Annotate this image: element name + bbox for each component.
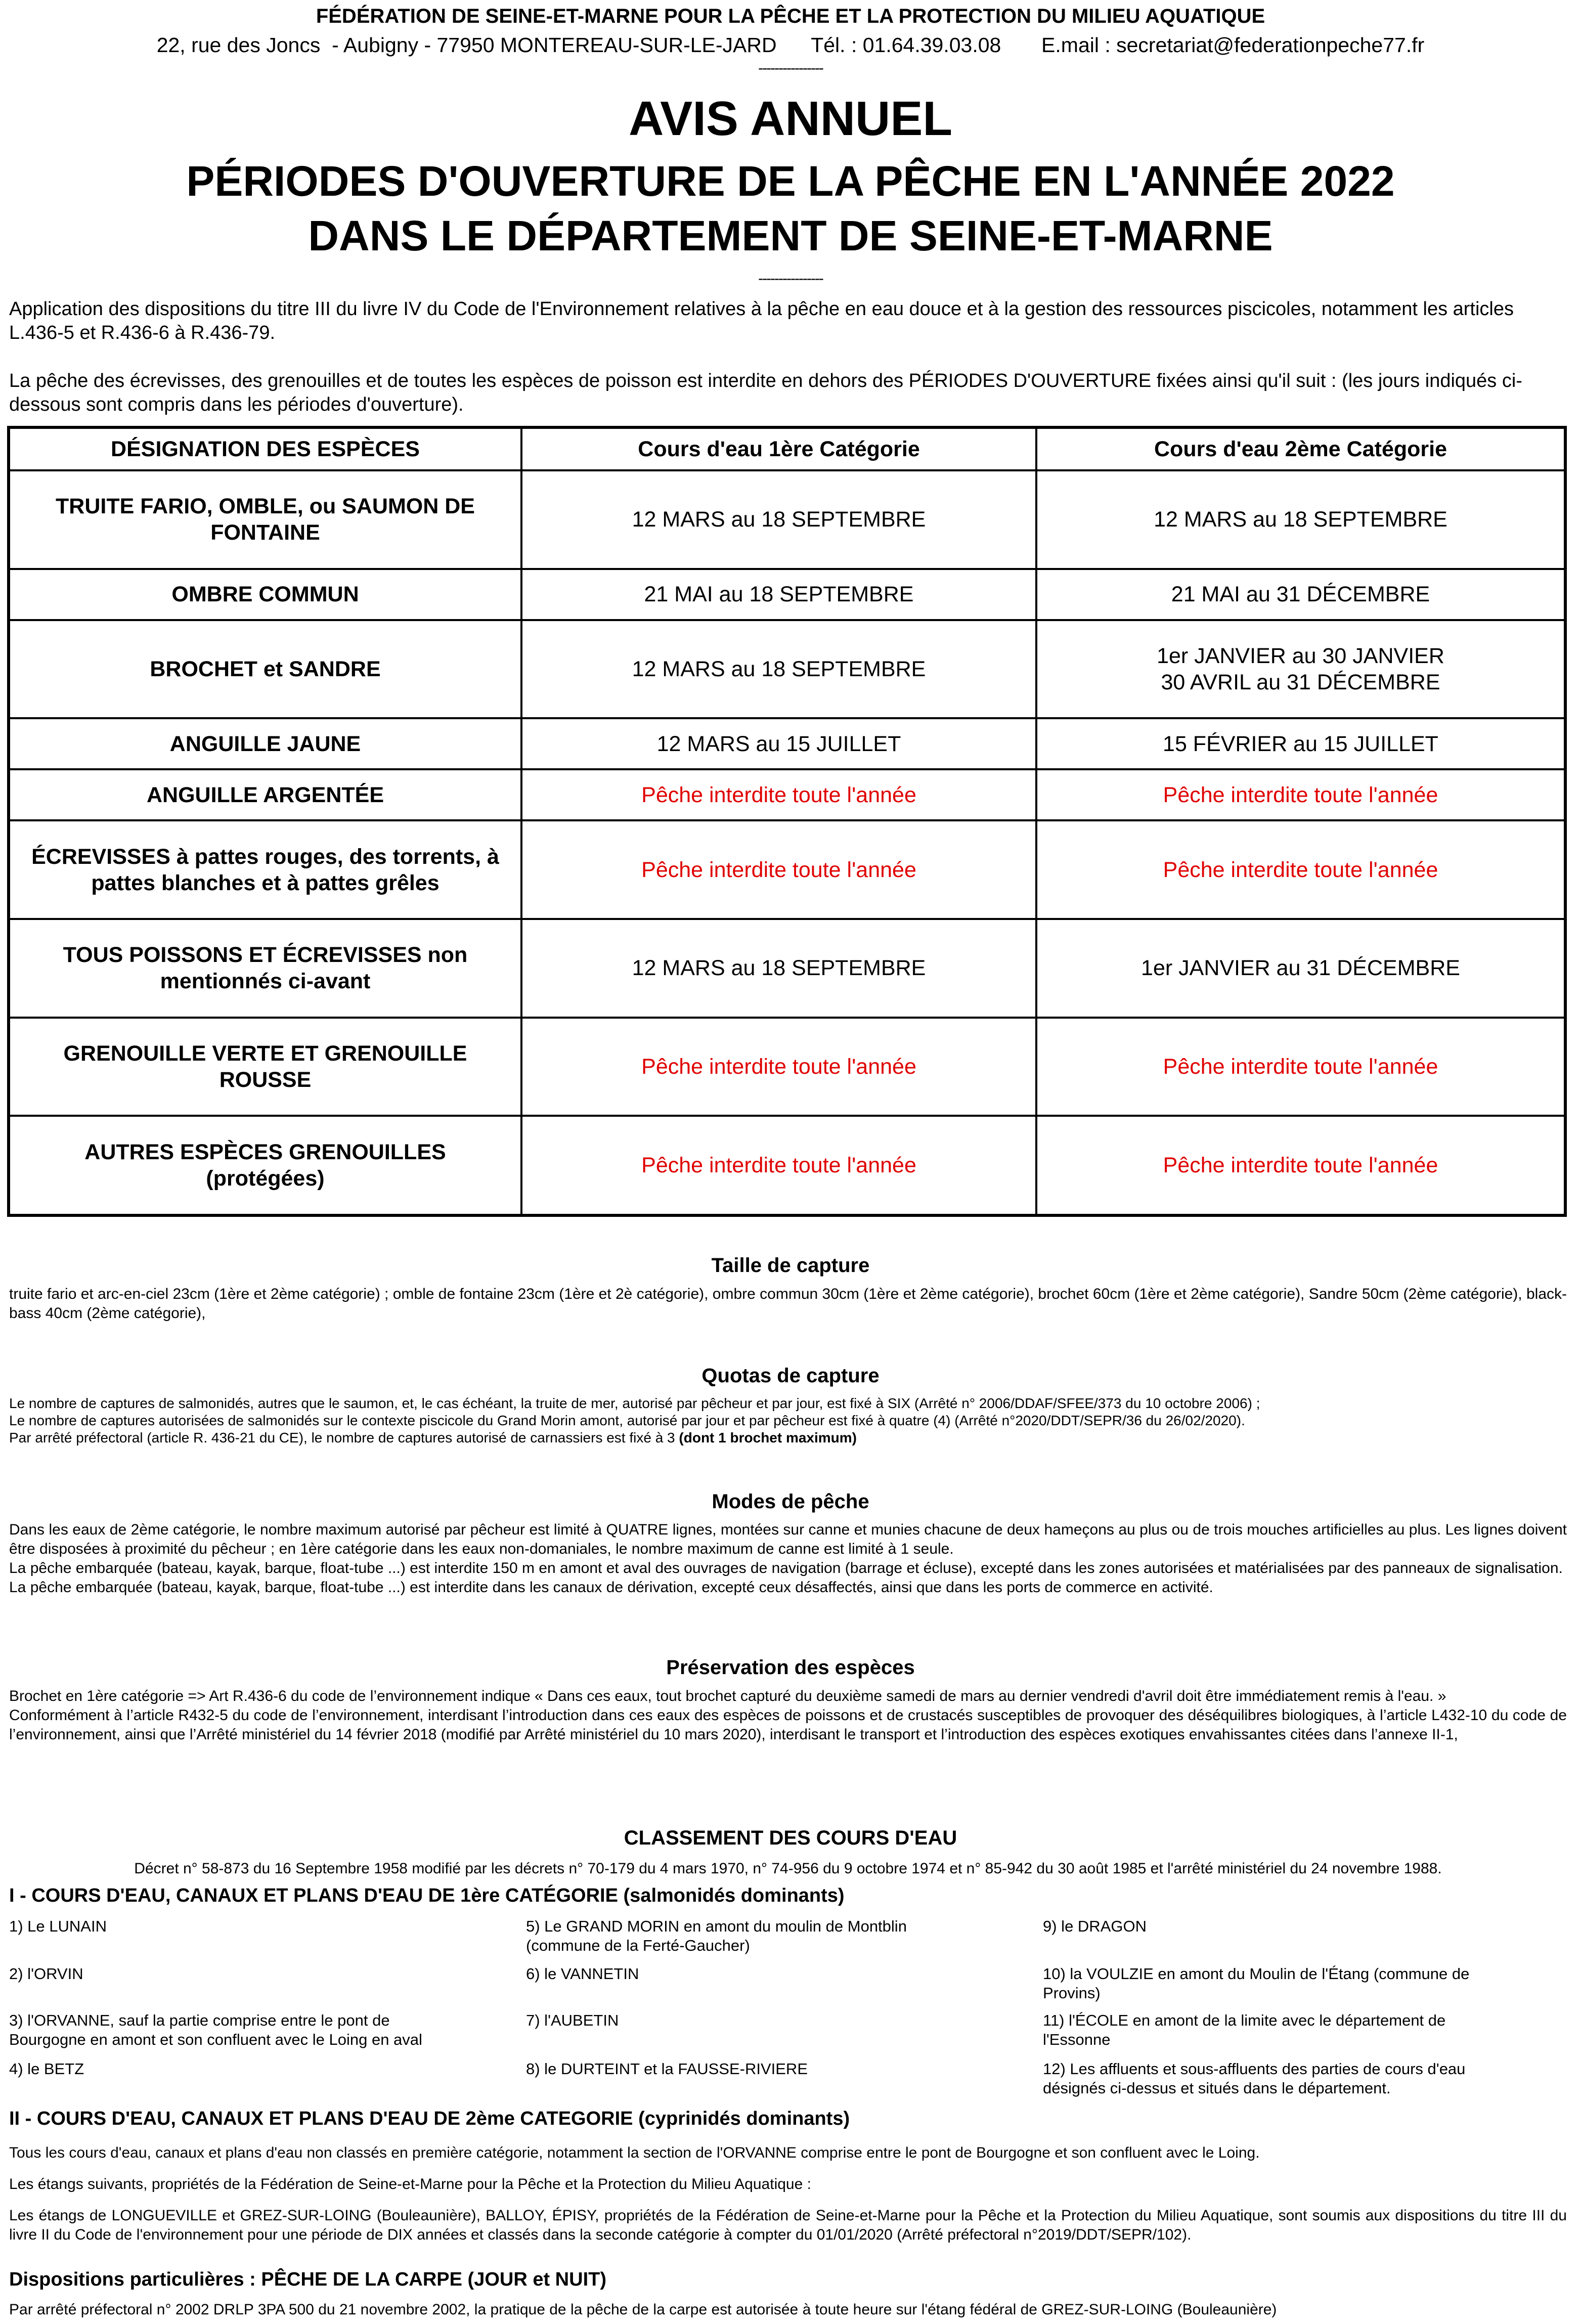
carpe-text: Par arrêté préfectoral n° 2002 DRLP 3PA 500 du 21 novembre 2002, la pratique de la pêche de la carpe est autorisée à toute heure sur l'étang fédéral de GREZ-SUR-LOING (Bouleaunière) [9, 2301, 1277, 2318]
modes-text [9, 1520, 1567, 1597]
list-item: 4) le BETZ [9, 2060, 84, 2078]
table-row [9, 620, 1565, 719]
cat2-paragraph-1: Tous les cours d'eau, canaux et plans d'eau non classés en première catégorie, notamment la section de l'ORVANNE comprise entre le pont de Bourgogne et son confluent avec le Loing. [9, 2144, 1260, 2161]
modes-paragraph-3: La pêche embarquée (bateau, kayak, barque, float-tube ...) est interdite dans les canaux de dérivation, excepté ceux désaffectés, ainsi que dans les ports de commerce en activité. [9, 1579, 1213, 1596]
species-cell: TRUITE FARIO, OMBLE, ou SAUMON DE FONTAINE [9, 470, 521, 569]
title-line-1: AVIS ANNUEL [628, 92, 953, 146]
species-cell: OMBRE COMMUN [9, 569, 521, 620]
modes-title: Modes de pêche [712, 1490, 869, 1513]
title-line-3: DANS LE DÉPARTEMENT DE SEINE-ET-MARNE [308, 212, 1273, 259]
cat1-period-cell: Pêche interdite toute l'année [521, 769, 1036, 820]
classement-decree: Décret n° 58-873 du 16 Septembre 1958 modifié par les décrets n° 70-179 du 4 mars 1970, n° 74-956 du 9 octobre 1974 et n° 85-942 du 30 août 1985 et l'arrêté ministériel du 24 novembre 1988. [134, 1860, 1442, 1877]
cat2-period-cell: Pêche interdite toute l'année [1036, 1116, 1565, 1215]
table-row [9, 1116, 1565, 1215]
table-row [9, 1018, 1565, 1116]
cat1-period-cell: 21 MAI au 18 SEPTEMBRE [521, 569, 1036, 620]
cat2-period-cell: Pêche interdite toute l'année [1036, 769, 1565, 820]
cat2-period-cell: Pêche interdite toute l'année [1036, 1018, 1565, 1116]
classement-title: CLASSEMENT DES COURS D'EAU [624, 1827, 957, 1849]
preservation-title: Préservation des espèces [666, 1656, 915, 1679]
cat2-period-cell: Pêche interdite toute l'année [1036, 820, 1565, 919]
separator: ---------------- [758, 270, 823, 287]
intro-paragraph-2: La pêche des écrevisses, des grenouilles et de toutes les espèces de poisson est interdite en dehors des PÉRIODES D'OUVERTURE fixées ainsi qu'il suit : (les jours indiqués ci-dessous sont compris dans les périodes d'ouverture). [9, 370, 1522, 415]
separator: ---------------- [758, 60, 823, 76]
taille-text: truite fario et arc-en-ciel 23cm (1ère et 2ème catégorie) ; omble de fontaine 23cm (1ère et 2è catégorie), ombre commun 30cm (1ère et 2ème catégorie), brochet 60cm (1ère et 2ème catégorie), Sandre 50cm (2ème catégorie), black-bass 40cm (2ème catégorie), [9, 1286, 1567, 1322]
preservation-paragraph-1: Brochet en 1ère catégorie => Art R.436-6 du code de l’environnement indique « Dans ces eaux, tout brochet capturé du deuxième samedi de mars au dernier vendredi d'avril doit être immédiatement remis à l'eau. » [9, 1688, 1446, 1704]
table-row [9, 820, 1565, 919]
table-row [9, 470, 1565, 569]
quotas-line-1: Le nombre de captures de salmonidés, autres que le saumon, et, le cas échéant, la truite de mer, autorisé par pêcheur et par jour, est fixé à SIX (Arrêté n° 2006/DDAF/SFEE/373 du 10 octobre 2006) ; [9, 1395, 1260, 1411]
modes-paragraph-1: Dans les eaux de 2ème catégorie, le nombre maximum autorisé par pêcheur est limité à QUATRE lignes, montées sur canne et munies chacune de deux hameçons au plus ou de trois mouches artificielles au plus. Les lignes doivent être disposées à proximité du pêcheur ; en 1ère catégorie dans les eaux non-domaniales, le nombre maximum de canne est limité à 1 seule. [9, 1521, 1567, 1557]
table-row [9, 919, 1565, 1018]
preservation-text [9, 1687, 1567, 1744]
cat2-period-cell: 21 MAI au 31 DÉCEMBRE [1036, 569, 1565, 620]
carpe-heading: Dispositions particulières : PÊCHE DE LA CARPE (JOUR et NUIT) [9, 2269, 606, 2290]
cat1-heading: I - COURS D'EAU, CANAUX ET PLANS D'EAU DE 1ère CATÉGORIE (salmonidés dominants) [9, 1885, 845, 1906]
species-cell: BROCHET et SANDRE [9, 620, 521, 719]
quotas-line-3-bold: (dont 1 brochet maximum) [679, 1430, 857, 1445]
cat1-period-cell: 12 MARS au 15 JUILLET [521, 718, 1036, 769]
table-header-row [9, 427, 1565, 470]
taille-title: Taille de capture [711, 1254, 870, 1277]
quotas-title: Quotas de capture [701, 1365, 880, 1387]
federation-name: FÉDÉRATION DE SEINE-ET-MARNE POUR LA PÊCHE ET LA PROTECTION DU MILIEU AQUATIQUE [316, 5, 1265, 27]
cat2-period-cell: 1er JANVIER au 30 JANVIER 30 AVRIL au 31 DÉCEMBRE [1036, 620, 1565, 719]
species-cell: TOUS POISSONS ET ÉCREVISSES non mentionnés ci-avant [9, 919, 521, 1018]
column-header-cat1: Cours d'eau 1ère Catégorie [521, 427, 1036, 470]
species-cell: ANGUILLE JAUNE [9, 718, 521, 769]
quotas-text [9, 1395, 1567, 1446]
species-cell: GRENOUILLE VERTE ET GRENOUILLE ROUSSE [9, 1018, 521, 1116]
species-cell: ANGUILLE ARGENTÉE [9, 769, 521, 820]
list-item: 6) le VANNETIN [526, 1965, 639, 1983]
column-header-cat2: Cours d'eau 2ème Catégorie [1036, 427, 1565, 470]
column-header-species: DÉSIGNATION DES ESPÈCES [9, 427, 521, 470]
cat2-period-cell: 1er JANVIER au 31 DÉCEMBRE [1036, 919, 1565, 1018]
list-item: 11) l'ÉCOLE en amont de la limite avec le département de l'Essonne [1043, 2011, 1446, 2048]
cat1-period-cell: Pêche interdite toute l'année [521, 1116, 1036, 1215]
list-item: 5) Le GRAND MORIN en amont du moulin de Montblin (commune de la Ferté-Gaucher) [526, 1917, 907, 1954]
species-cell: AUTRES ESPÈCES GRENOUILLES (protégées) [9, 1116, 521, 1215]
list-item: 2) l'ORVIN [9, 1965, 83, 1983]
list-item: 9) le DRAGON [1043, 1917, 1147, 1935]
preservation-paragraph-2: Conformément à l’article R432-5 du code de l’environnement, interdisant l’introduction dans ces eaux des espèces de poissons et de crustacés susceptibles de provoquer des déséquilibres biologiques, à l’article L432-10 du code de l’environnement, ainsi que l’Arrêté ministériel du 14 février 2018 (modifié par Arrêté ministériel du 10 mars 2020), interdisant le transport et l’introduction des espèces exotiques envahissantes citées dans l’annexe II-1, [9, 1707, 1567, 1743]
species-cell: ÉCREVISSES à pattes rouges, des torrents, à pattes blanches et à pattes grêles [9, 820, 521, 919]
cat2-paragraph-3: Les étangs de LONGUEVILLE et GREZ-SUR-LOING (Bouleaunière), BALLOY, ÉPISY, propriétés de la Fédération de Seine-et-Marne pour la Pêche et la Protection du Milieu Aquatique, sont soumis aux dispositions du titre III du livre II du Code de l'environnement pour une période de DIX années et classés dans la seconde catégorie à compter du 01/01/2020 (Arrêté préfectoral n°2019/DDT/SEPR/102). [9, 2207, 1567, 2243]
cat1-period-cell: Pêche interdite toute l'année [521, 820, 1036, 919]
quotas-line-3 [9, 1429, 1567, 1446]
table-row [9, 769, 1565, 820]
modes-paragraph-2: La pêche embarquée (bateau, kayak, barque, float-tube ...) est interdite 150 m en amont et aval des ouvrages de navigation (barrage et écluse), excepté dans les zones autorisées et matérialisées par des panneaux de signalisation. [9, 1560, 1563, 1576]
cat1-list [9, 1917, 1567, 2109]
table-row [9, 718, 1565, 769]
opening-periods-table [7, 426, 1567, 1217]
intro-paragraph-1: Application des dispositions du titre III du livre IV du Code de l'Environnement relatives à la pêche en eau douce et à la gestion des ressources piscicoles, notamment les articles L.436-5 et R.436-6 à R.436-79. [9, 298, 1514, 343]
cat2-period-cell: 15 FÉVRIER au 15 JUILLET [1036, 718, 1565, 769]
title-line-2: PÉRIODES D'OUVERTURE DE LA PÊCHE EN L'ANNÉE 2022 [186, 157, 1395, 205]
cat2-heading: II - COURS D'EAU, CANAUX ET PLANS D'EAU DE 2ème CATEGORIE (cyprinidés dominants) [9, 2108, 850, 2129]
cat2-period-cell: 12 MARS au 18 SEPTEMBRE [1036, 470, 1565, 569]
cat1-period-cell: 12 MARS au 18 SEPTEMBRE [521, 620, 1036, 719]
list-item: 3) l'ORVANNE, sauf la partie comprise entre le pont de Bourgogne en amont et son confluent avec le Loing en aval [9, 2011, 422, 2048]
cat2-paragraph-2: Les étangs suivants, propriétés de la Fédération de Seine-et-Marne pour la Pêche et la Protection du Milieu Aquatique : [9, 2176, 811, 2193]
list-item: 7) l'AUBETIN [526, 2011, 619, 2029]
quotas-line-3-text: Par arrêté préfectoral (article R. 436-21 du CE), le nombre de captures autorisé de carnassiers est fixé à 3 [9, 1430, 679, 1445]
cat1-period-cell: 12 MARS au 18 SEPTEMBRE [521, 919, 1036, 1018]
federation-address: 22, rue des Joncs - Aubigny - 77950 MONTEREAU-SUR-LE-JARD Tél. : 01.64.39.03.08 E.mail : secretariat@federationpeche77.fr [156, 33, 1425, 57]
list-item: 10) la VOULZIE en amont du Moulin de l'Étang (commune de Provins) [1043, 1965, 1470, 2002]
table-row [9, 569, 1565, 620]
list-item: 8) le DURTEINT et la FAUSSE-RIVIERE [526, 2060, 808, 2078]
list-item: 12) Les affluents et sous-affluents des parties de cours d'eau désignés ci-dessus et situés dans le département. [1043, 2060, 1466, 2097]
cat1-period-cell: 12 MARS au 18 SEPTEMBRE [521, 470, 1036, 569]
cat1-period-cell: Pêche interdite toute l'année [521, 1018, 1036, 1116]
quotas-line-2: Le nombre de captures autorisées de salmonidés sur le contexte piscicole du Grand Morin amont, autorisé par jour et par pêcheur est fixé à quatre (4) (Arrêté n°2020/DDT/SEPR/36 du 26/02/2020). [9, 1413, 1245, 1428]
list-item: 1) Le LUNAIN [9, 1917, 107, 1935]
